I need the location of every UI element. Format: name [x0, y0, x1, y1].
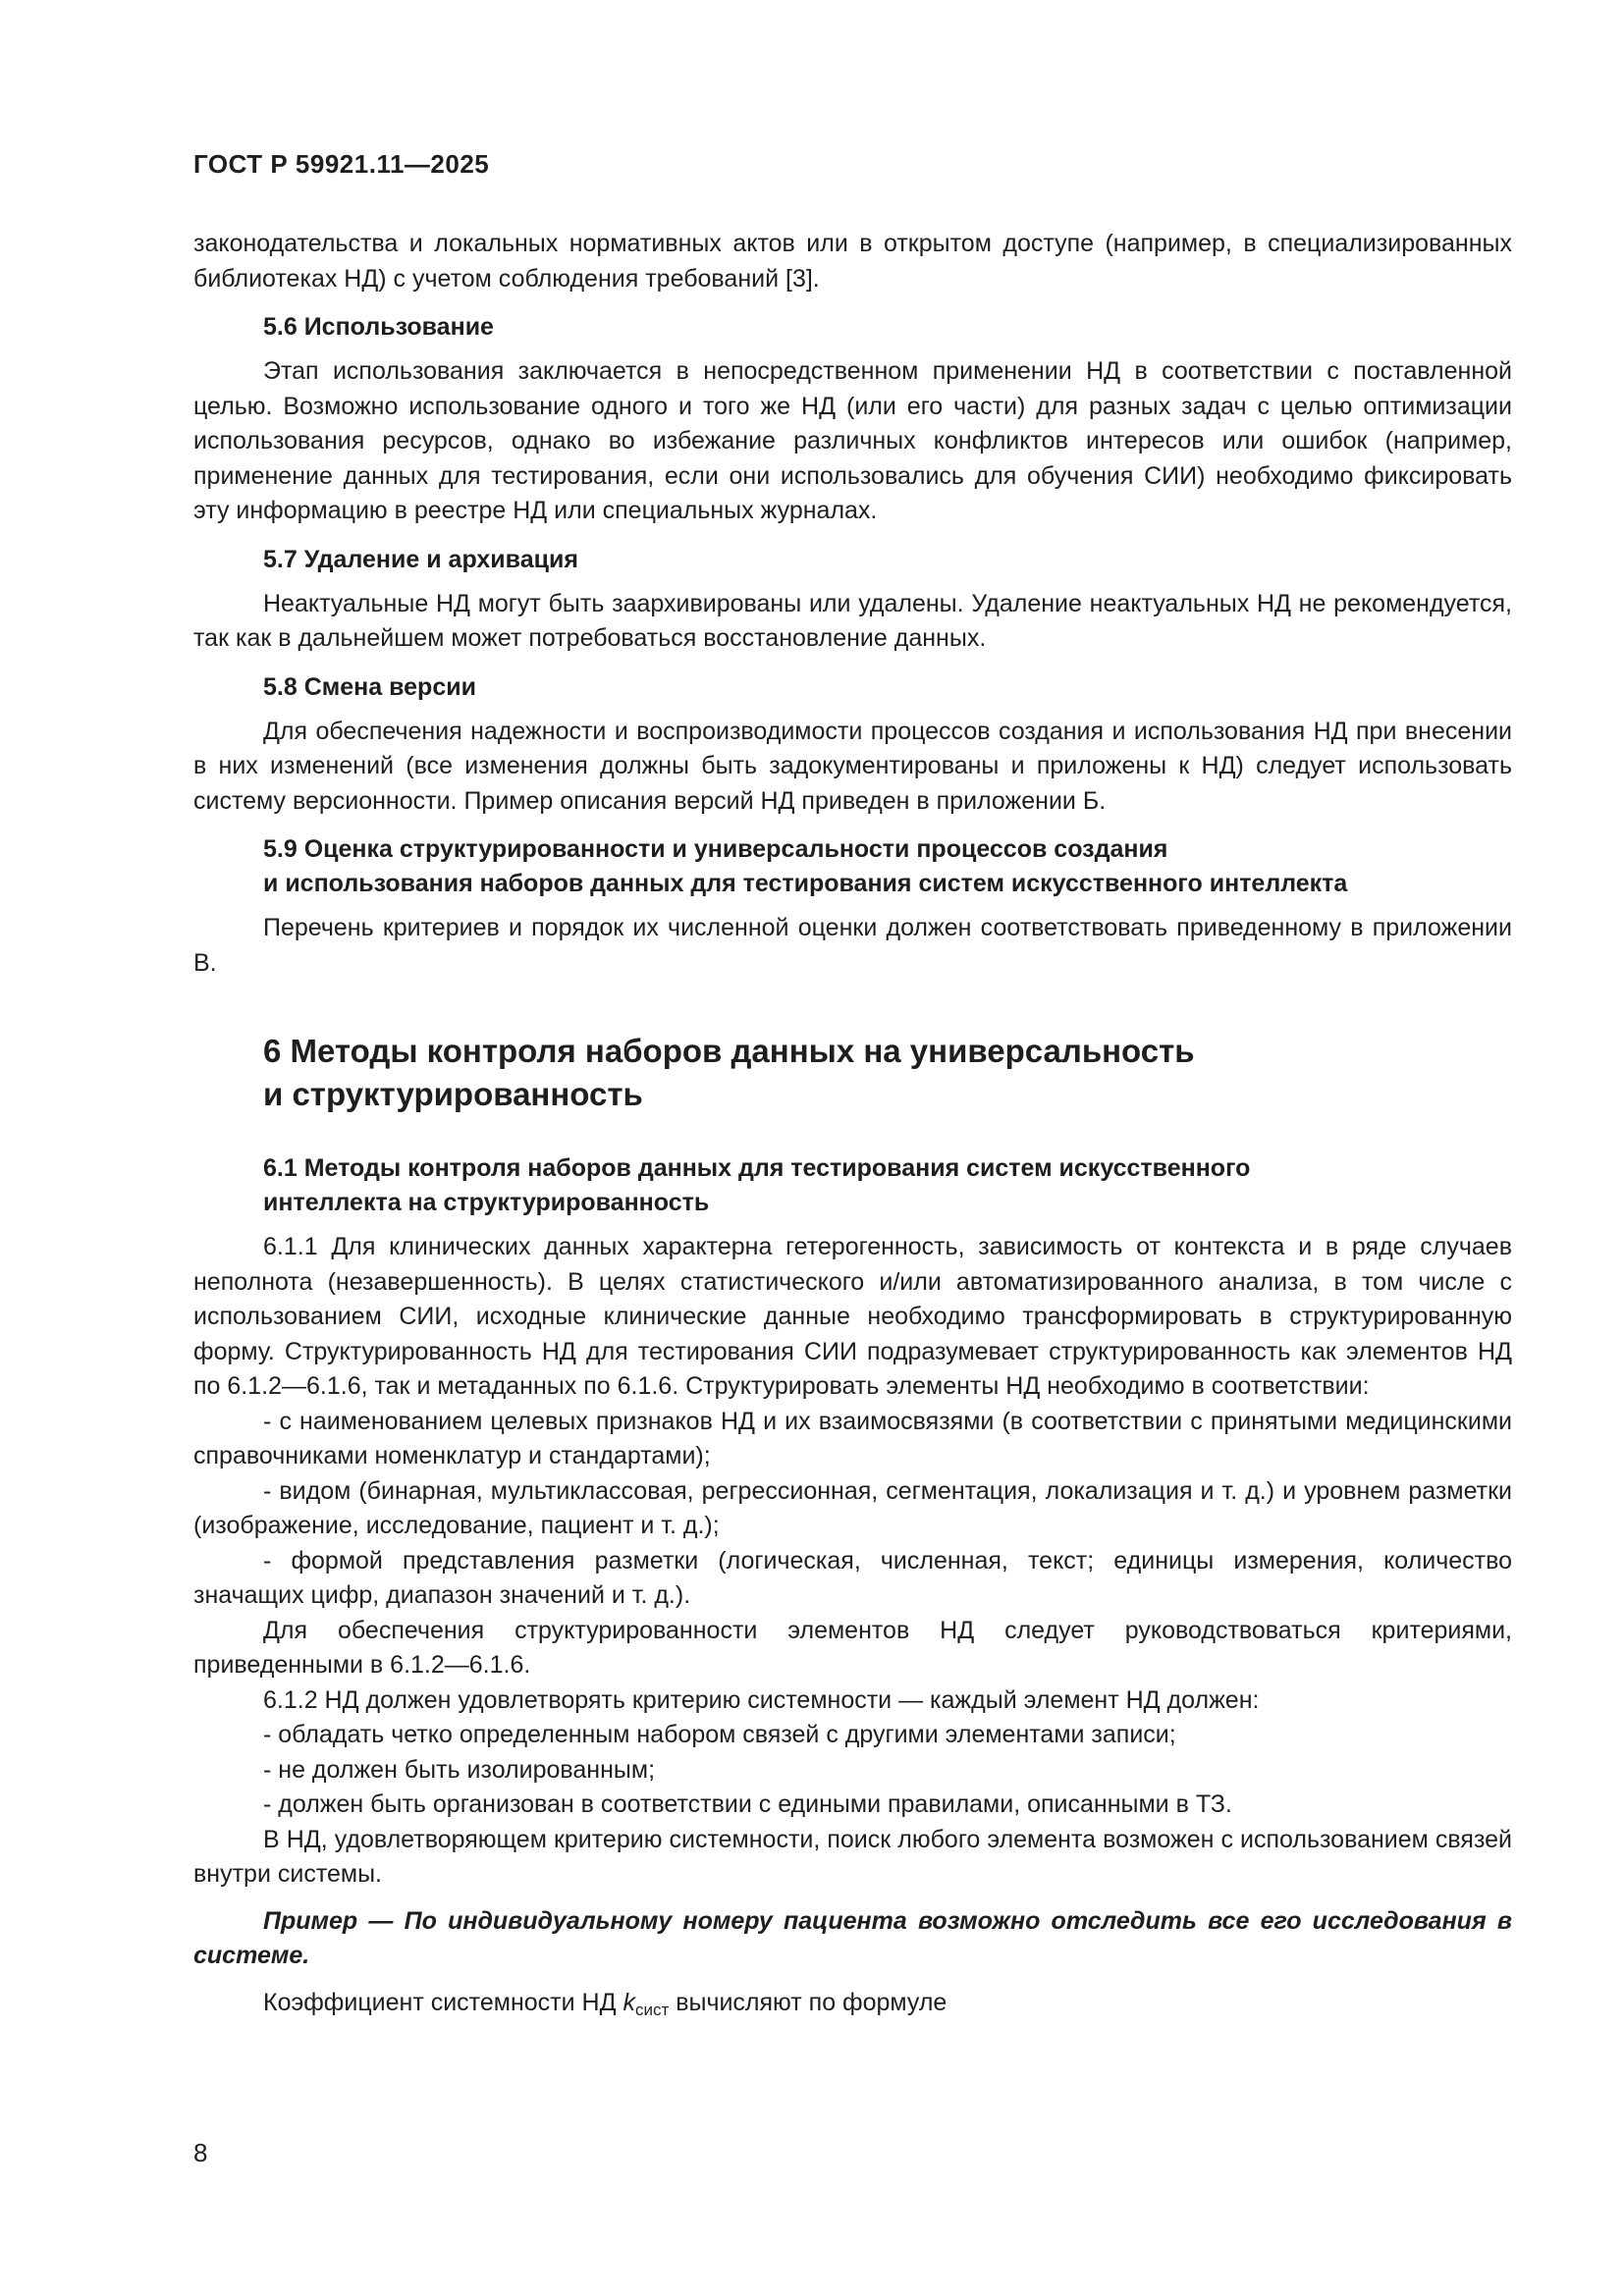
heading-6-line-1: 6 Методы контроля наборов данных на универсальность: [263, 1033, 1195, 1069]
heading-5-9: [193, 832, 1512, 901]
paragraph-5-9: Перечень критериев и порядок их численной оценки должен соответствовать приведенному в приложении В.: [193, 914, 1512, 977]
heading-6-1-line-2: интеллекта на структурированность: [263, 1189, 710, 1216]
formula-text-after: вычисляют по формуле: [669, 1988, 947, 2016]
formula-subscript: сист: [634, 2000, 670, 2019]
heading-5-7: 5.7 Удаление и архивация: [263, 545, 578, 573]
paragraph-criteria: Для обеспечения структурированности элементов НД следует руководствоваться критериями, приведенными в 6.1.2—6.1.6.: [193, 1616, 1512, 1679]
heading-5-8: 5.8 Смена версии: [263, 672, 476, 701]
heading-6-line-2: и структурированность: [263, 1076, 643, 1112]
formula-symbol-k: k: [623, 1988, 635, 2016]
heading-section-6: [193, 1030, 1512, 1116]
document-header: ГОСТ Р 59921.11—2025: [193, 149, 490, 179]
heading-5-9-line-2: и использования наборов данных для тестирования систем искусственного интеллекта: [263, 870, 1348, 897]
page-number: 8: [193, 2138, 208, 2167]
paragraph-6-1-1: 6.1.1 Для клинических данных характерна гетерогенность, зависимость от контекста и в ряде случаев неполнота (незавершенность). В целях статистического и/или автоматизированного анализа, в том числе с использованием СИИ, исходные клинические данные необходимо трансформировать в структурированную форму. Структурированность НД для тестирования СИИ подразумевает структурированность как элементов НД по 6.1.2—6.1.6, так и метаданных по 6.1.6. Структурировать элементы НД необходимо в соответствии:: [193, 1233, 1512, 1400]
paragraph-5-8: Для обеспечения надежности и воспроизводимости процессов создания и использования НД при внесении в них изменений (все изменения должны быть задокументированы и приложены к НД) следует использовать систему версионности. Пример описания версий НД приведен в приложении Б.: [193, 717, 1512, 815]
paragraph-5-7: Неактуальные НД могут быть заархивированы или удалены. Удаление неактуальных НД не рекомендуется, так как в дальнейшем может потребоваться восстановление данных.: [193, 589, 1512, 652]
list-item: - не должен быть изолированным;: [263, 1755, 656, 1784]
paragraph-system: В НД, удовлетворяющем критерию системности, поиск любого элемента возможен с использованием связей внутри системы.: [193, 1825, 1512, 1888]
formula-text-before: Коэффициент системности НД: [263, 1988, 623, 2016]
heading-6-1-line-1: 6.1 Методы контроля наборов данных для тестирования систем искусственного: [263, 1154, 1251, 1182]
paragraph-continuation: законодательства и локальных нормативных актов или в открытом доступе (например, в специализированных библиотеках НД) с учетом соблюдения требований [3].: [193, 230, 1512, 293]
heading-6-1: [193, 1151, 1512, 1220]
heading-5-9-line-1: 5.9 Оценка структурированности и универсальности процессов создания: [263, 835, 1168, 863]
list-item: - формой представления разметки (логическая, численная, текст; единицы измерения, количество значащих цифр, диапазон значений и т. д.).: [193, 1546, 1512, 1609]
paragraph-6-1-2: 6.1.2 НД должен удовлетворять критерию системности — каждый элемент НД должен:: [263, 1685, 1260, 1714]
formula-intro: [193, 1986, 1512, 2021]
list-item: - с наименованием целевых признаков НД и их взаимосвязями (в соответствии с принятыми медицинскими справочниками номенклатур и стандартами);: [193, 1407, 1512, 1469]
list-item: - должен быть организован в соответствии с едиными правилами, описанными в ТЗ.: [263, 1790, 1232, 1818]
document-body: [193, 227, 1512, 2020]
list-item: - обладать четко определенным набором связей с другими элементами записи;: [263, 1721, 1176, 1748]
example-note: Пример — По индивидуальному номеру пациента возможно отследить все его исследования в системе.: [193, 1906, 1512, 1969]
heading-5-6: 5.6 Использование: [263, 313, 494, 341]
list-item: - видом (бинарная, мультиклассовая, регрессионная, сегментация, локализация и т. д.) и уровнем разметки (изображение, исследование, пациент и т. д.);: [193, 1476, 1512, 1539]
paragraph-5-6: Этап использования заключается в непосредственном применении НД в соответствии с поставленной целью. Возможно использование одного и того же НД (или его части) для разных задач с целью оптимизации использования ресурсов, однако во избежание различных конфликтов интересов или ошибок (например, применение данных для тестирования, если они использовались для обучения СИИ) необходимо фиксировать эту информацию в реестре НД или специальных журналах.: [193, 357, 1512, 524]
